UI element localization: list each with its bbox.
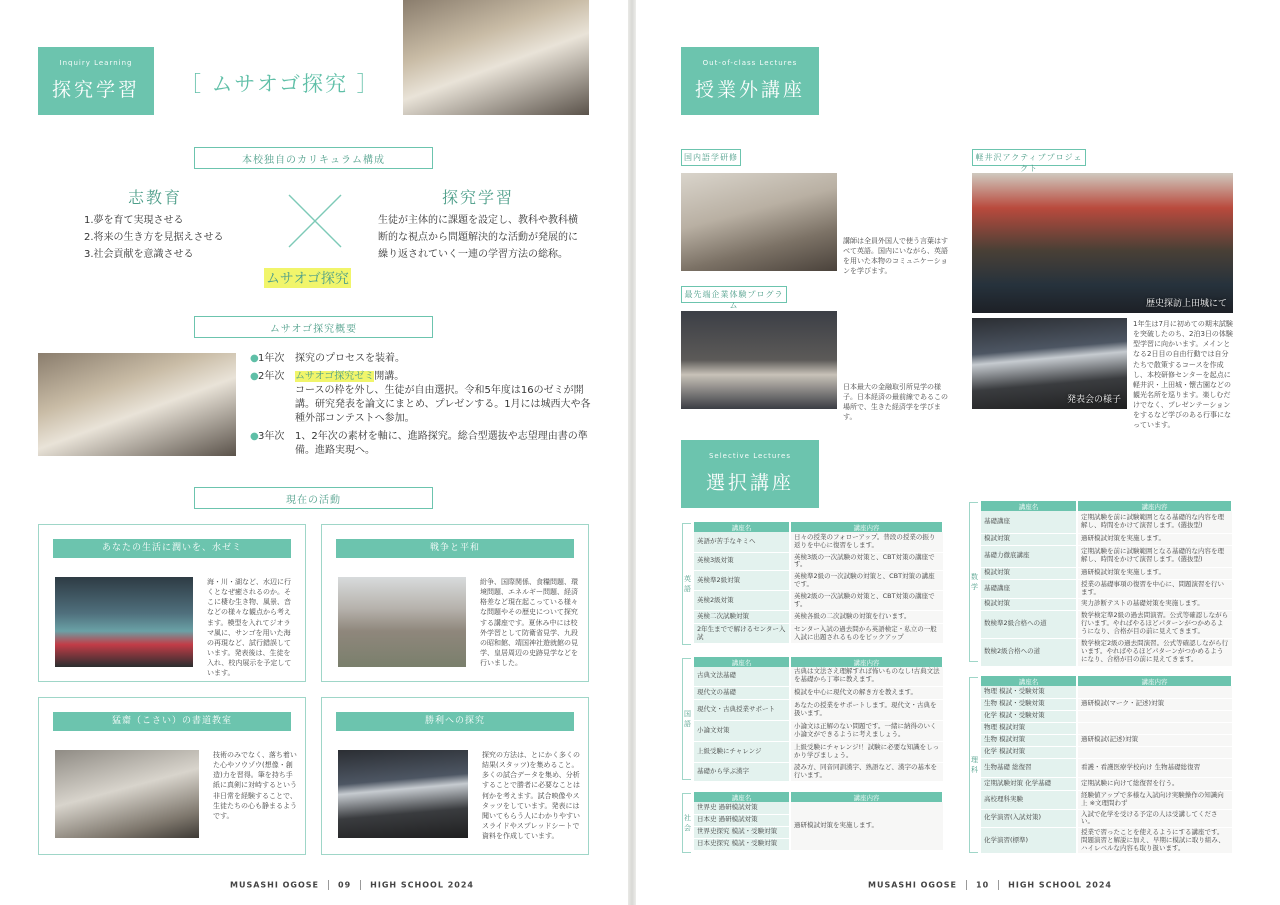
left-page (0, 0, 628, 905)
subject-math: 数学 (969, 502, 978, 662)
course-name: 現代文・古典授業サポート (694, 699, 790, 720)
card-title: 戦争と平和 (336, 539, 574, 558)
cross-symbol (287, 193, 343, 249)
english-table: 講座名 講座内容 英語が苦手なキミへ 日々の授業のフォローアップ。普段の授業の振り返りを中心に復習をします。 英検3級対策 英検3級の一次試験の対策と、CBT対策の講座です。 英検準2級対策 英検準2級の一次試験の対策と、CBT対策の講座です。 英検2級対策 英検2級の一次試験の対策と、CBT対策の講座です。 英検二次試験対策 英検各級の二次試験の対策を行います。 2年生までで解けるセンター入試 センター入試の過去問から英語検定・私立の一般入試に出題されるものをピックアップ (694, 522, 944, 644)
course-content: 英検準2級の一次試験の対策と、CBT対策の講座です。 (790, 571, 943, 591)
course-content (1077, 722, 1232, 734)
karuizawa-caption: 歴史探訪上田城にて (1145, 299, 1227, 309)
course-content: センター入試の過去問から英語検定・私立の一般入試に出題されるものをピックアップ (790, 624, 943, 644)
activity-card-water (38, 524, 306, 682)
course-content: 過研模試対策を実施します。 (1077, 567, 1232, 579)
outside-heading-en: Out-of-class Lectures (702, 59, 798, 67)
course-content: 定期試験を前に試験範囲となる基礎的な内容を理解し、時間をかけて演習します。(選抜型) (1077, 511, 1232, 533)
presentation-caption: 発表会の様子 (1066, 395, 1121, 405)
course-name: 生物 模試対策 (981, 734, 1077, 746)
course-name: 日本史 過研模試対策 (694, 814, 790, 826)
course-name: 数検準2級合格への道 (981, 610, 1077, 638)
course-name: 英検2級対策 (694, 591, 790, 611)
card-text: 技術のみでなく、落ち着いた心やソウゾウ(想像・創造)力を習得。筆を持ち手紙に真剣に対峙するという非日常を経験することで、生徒たちの心も静まるようです。 (213, 751, 297, 820)
course-content (1077, 710, 1232, 722)
course-content: 小論文は正解のない問題です。一緒に納得のいく小論文ができるように考えましょう。 (790, 720, 943, 741)
overview-year-detail: コースの枠を外し、生徒が自由選択。令和5年度は16のゼミが開講。研究発表を論文にまとめ、プレゼンする。1月には城西大や各種外部コンテストへ参加。 (295, 385, 591, 424)
course-name: 化学 模試・受験対策 (981, 710, 1077, 722)
course-content: 数学検定準2級の過去問演習。公式等確認しながら行います。やればやるほどパターンがつかめるようになり、合格が目の前に見えてきます。 (1077, 610, 1232, 638)
course-name: 基礎力徹底講座 (981, 545, 1077, 567)
course-name: 現代文の基礎 (694, 686, 790, 699)
finance-photo (681, 311, 837, 409)
course-name: 英検準2級対策 (694, 571, 790, 591)
book-spine (628, 0, 636, 905)
overview-year2: ● 2年次 ムサオゴ探究ゼミ開講。 コースの枠を外し、生徒が自由選択。令和5年度は16のゼミが開講。研究発表を論文にまとめ、プレゼンする。1月には城西大や各種外部コンテストへ参加。 (250, 370, 595, 426)
course-content: 古典は文法さえ理解すれば怖いものなし!古典文法を基礎から丁寧に教えます。 (790, 667, 943, 686)
inquiry-heading-en: Inquiry Learning (59, 59, 133, 67)
course-content: 過研模試(記述)対策 (1077, 734, 1232, 746)
overview-year-text: 探究のプロセスを装着。 (295, 353, 405, 364)
course-name: 化学演習(標準) (981, 828, 1077, 854)
math-table: 講座名 講座内容 基礎講座 定期試験を前に試験範囲となる基礎的な内容を理解し、時間をかけて演習します。(選抜型) 模試対策 過研模試対策を実施します。 基礎力徹底講座 定期試験を前に試験範囲となる基礎的な内容を理解し、時間をかけて演習します。(選抜型) 模試対策 過研模試対策を実施します。 基礎講座 授業の基礎事項の復習を中心に、問題演習を行います。 模試対策 実力診断テストの基礎対策を実施します。 数検準2級合格への道 数学検定準2級の過去問演習。公式等確認しながら行います。やればやるほどパターンがつかめるようになり、合格が目の前に見えてきます。 数検2級合格への道 数学検定2級の過去問演習。公式等確認しながら行います。やればやるほどパターンがつかめるようになり、合格が目の前に見えてきます。 (981, 501, 1233, 667)
footer-page: 10 (976, 880, 990, 890)
activity-card-victory (321, 697, 589, 855)
tankyu-title: 探究学習 (442, 188, 515, 207)
course-content: 経験値アップで多様な入試向け実験操作の知識向上 ※文理問わず (1077, 790, 1232, 809)
activity-card-calligraphy (38, 697, 306, 855)
course-content: 過研模試対策を実施します。 (1077, 533, 1232, 545)
overview-year-text: 1、2年次の素材を軸に、進路探究。総合型選抜や志望理由書の準備。進路実現へ。 (295, 431, 588, 456)
course-content: 授業で習ったことを使えるようにする講座です。問題演習と解説に加え、早期に模試に取り組み、ハイレベルな内容も取り扱います。 (1077, 828, 1232, 854)
footer-year: HIGH SCHOOL 2024 (370, 880, 474, 890)
finance-label: 最先端企業体験プログラム (681, 286, 787, 303)
campus-group-photo (338, 577, 466, 667)
course-content: 英検3級の一次試験の対策と、CBT対策の講座です。 (790, 552, 943, 571)
course-content: 過研模試(マーク・記述)対策 (1077, 698, 1232, 710)
tankyu-text: 生徒が主体的に課題を設定し、教科や教科横断的な視点から問題解決的な活動が発展的に繰り返されていく一連の学習方法の総称。 (378, 215, 578, 260)
course-content: 数学検定2級の過去問演習。公式等確認しながら行います。やればやるほどパターンがつかめるようになり、合格が目の前に見えてきます。 (1077, 638, 1232, 666)
course-name: 英語が苦手なキミへ (694, 532, 790, 552)
course-name: 化学演習(入試対策) (981, 809, 1077, 828)
overview-list (250, 352, 595, 458)
course-content: 上級受験にチャレンジ!！試験に必要な知識をしっかり学びましょう。 (790, 741, 943, 762)
footer-page: 09 (338, 880, 352, 890)
kokoro-item: 3.社会貢献を意識させる (84, 249, 194, 260)
overview-year-label: 3年次 (258, 431, 285, 442)
card-title: あなたの生活に潤いを、水ゼミ (53, 539, 291, 558)
karuizawa-presentation-photo (972, 318, 1127, 409)
card-text: 紛争、国際関係、食糧問題、環境問題、エネルギー問題、経済格差など現在起こっている様々な問題やその歴史について探究する講座です。夏休み中には校外学習として防衛省見学、九段の昭和館、靖国神社遊就館の見学、皇居周辺の史跡見学などを行いました。 (480, 578, 578, 668)
inquiry-heading-box (38, 47, 154, 115)
laptop-student-photo (403, 0, 589, 115)
inquiry-heading-jp: 探究学習 (51, 79, 140, 101)
card-title: 猛齋（こさい）の書道教室 (53, 712, 291, 731)
footer-year: HIGH SCHOOL 2024 (1008, 880, 1112, 890)
curriculum-label: 本校独自のカリキュラム構成 (194, 147, 433, 169)
social-table: 講座名 講座内容 世界史 過研模試対策 過研模試対策を実施します。 日本史 過研模試対策 世界史探究 模試・受験対策 日本史探究 模試・受験対策 (694, 792, 944, 851)
course-name: 小論文対策 (694, 720, 790, 741)
right-page (636, 0, 1280, 905)
selective-heading-jp: 選択講座 (705, 472, 794, 494)
left-footer (230, 880, 474, 890)
overview-year3: ● 3年次 1、2年次の素材を軸に、進路探究。総合型選抜や志望理由書の準備。進路実現へ。 (250, 431, 588, 456)
card-text: 海・川・湖など、水辺に行くとなぜ癒されるのか。そこに棲む生き物、風景、音などの様々な観点から考えます。模型を入れてジオラマ風に、サンゴを用いた海の再現など、試行錯誤しています。発表後は、生徒を入れ、校内展示を予定しています。 (207, 578, 292, 678)
selective-heading-en: Selective Lectures (708, 452, 791, 460)
karuizawa-photo (972, 173, 1233, 313)
overview-year-label: 1年次 (258, 353, 285, 364)
course-name: 古典文法基礎 (694, 667, 790, 686)
course-name: 英検3級対策 (694, 552, 790, 571)
overview-label: ムサオゴ探究概要 (194, 316, 433, 338)
activity-card-war-peace (321, 524, 589, 682)
course-content: 定期試験に向けて総復習を行う。 (1077, 777, 1232, 790)
intl-label: 国内語学研修 (681, 149, 741, 166)
kokoro-list (84, 212, 224, 263)
course-content: 過研模試対策を実施します。 (790, 802, 943, 850)
course-content: あなたの授業をサポートします。現代文・古典を扱います。 (790, 699, 943, 720)
course-name: 定期試験対策 化学基礎 (981, 777, 1077, 790)
kokoro-item: 1.夢を育て実現させる (84, 215, 184, 226)
outside-heading-box (681, 47, 819, 115)
course-content: 授業の基礎事項の復習を中心に、問題演習を行います。 (1077, 579, 1232, 598)
outside-heading-jp: 授業外講座 (694, 79, 805, 101)
calligraphy-photo (55, 750, 199, 838)
subject-japanese: 国語 (682, 658, 691, 780)
course-name: 模試対策 (981, 533, 1077, 545)
course-content: 日々の授業のフォローアップ。普段の授業の振り返りを中心に復習をします。 (790, 532, 943, 552)
course-name: 世界史探究 模試・受験対策 (694, 826, 790, 838)
selective-heading-box (681, 440, 819, 508)
finance-text: 日本最大の金融取引所見学の様子。日本経済の最前線であるこの場所で、生きた経済学を学びます。 (843, 383, 948, 422)
course-content: 読み方、同音同訓漢字、熟語など、漢字の基本を行います。 (790, 762, 943, 781)
course-content: 模試を中心に現代文の解き方を教えます。 (790, 686, 943, 699)
kokoro-title: 志教育 (128, 188, 183, 207)
course-name: 基礎講座 (981, 579, 1077, 598)
center-musaogo-label: ムサオゴ探究 (264, 268, 351, 288)
karuizawa-label: 軽井沢アクティブプロジェクト (972, 149, 1086, 166)
intl-text: 講師は全員外国人で使う言葉はすべて英語。国内にいながら、英語を用いた本物のコミュニケーションを学びます。 (843, 237, 948, 276)
footer-school: MUSASHI OGOSE (868, 880, 958, 890)
course-name: 数検2級合格への道 (981, 638, 1077, 666)
current-activity-label: 現在の活動 (194, 487, 433, 509)
intl-photo (681, 173, 837, 271)
course-name: 生物 模試・受験対策 (981, 698, 1077, 710)
course-name: 物理 模試対策 (981, 722, 1077, 734)
course-content: 定期試験を前に試験範囲となる基礎的な内容を理解し、時間をかけて演習します。(選抜型) (1077, 545, 1232, 567)
karuizawa-text: 1年生は7月に初めての期末試験を突破したのち、2泊3日の体験型学習に向かいます。メインとなる2日目の自由行動では自分たちで散策するコースを作成し、本校研修センターを起点に軽井沢・上田城・懐古園などの観光名所を巡ります。楽しむだけでなく、プレゼンテーションをするなど学びのある行事になっています。 (1133, 320, 1233, 430)
classroom-photo (38, 353, 236, 456)
subject-social: 社会 (682, 793, 691, 853)
course-name: 化学 模試対策 (981, 746, 1077, 758)
course-name: 生物基礎 総復習 (981, 758, 1077, 777)
course-name: 上級受験にチャレンジ (694, 741, 790, 762)
course-content (1077, 686, 1232, 698)
course-content: 英検2級の一次試験の対策と、CBT対策の講座です。 (790, 591, 943, 611)
course-content: 看護・看護医療学校向け 生物基礎総復習 (1077, 758, 1232, 777)
footer-school: MUSASHI OGOSE (230, 880, 320, 890)
card-text: 探究の方法は、とにかく多くの結果(スタッツ)を集めること。多くの試合データを集め、分析することで勝者に必要なことは何かを考えます。試合映像やスタッツをしています。発表には聞いてもらう人にわかりやすいスライドやスプレッドシートで資料を作成しています。 (482, 751, 580, 841)
subject-science: 理科 (969, 677, 978, 853)
zemi-highlight: ムサオゴ探究ゼミ (295, 371, 375, 382)
course-content: 実力診断テストの基礎対策を実施します。 (1077, 598, 1232, 610)
course-name: 世界史 過研模試対策 (694, 802, 790, 814)
japanese-table: 講座名 講座内容 古典文法基礎 古典は文法さえ理解すれば怖いものなし!古典文法を基礎から丁寧に教えます。 現代文の基礎 模試を中心に現代文の解き方を教えます。 現代文・古典授業サポート あなたの授業をサポートします。現代文・古典を扱います。 小論文対策 小論文は正解のない問題です。一緒に納得のいく小論文ができるように考えましょう。 上級受験にチャレンジ 上級受験にチャレンジ!！試験に必要な知識をしっかり学びましょう。 基礎から学ぶ漢字 読み方、同音同訓漢字、熟語など、漢字の基本を行います。 (694, 657, 944, 782)
course-name: 基礎講座 (981, 511, 1077, 533)
course-name: 模試対策 (981, 598, 1077, 610)
course-name: 英検二次試験対策 (694, 611, 790, 624)
course-name: 高校理科実験 (981, 790, 1077, 809)
subject-english: 英語 (682, 523, 691, 645)
overview-year1: ● 1年次 探究のプロセスを装着。 (250, 353, 405, 364)
overview-year-label: 2年次 (258, 371, 285, 382)
right-footer (868, 880, 1112, 890)
musaogo-title: ［ ムサオゴ探究 ］ (180, 72, 380, 96)
course-name: 物理 模試・受験対策 (981, 686, 1077, 698)
overview-year-text: 開講。 (374, 371, 405, 382)
aquarium-photo (55, 577, 193, 667)
card-title: 勝利への探究 (336, 712, 574, 731)
presentation-photo (338, 750, 468, 838)
course-name: 基礎から学ぶ漢字 (694, 762, 790, 781)
course-name: 模試対策 (981, 567, 1077, 579)
kokoro-item: 2.将来の生き方を見据えさせる (84, 232, 224, 243)
course-name: 日本史探究 模試・受験対策 (694, 838, 790, 850)
science-table: 講座名 講座内容 物理 模試・受験対策 生物 模試・受験対策 過研模試(マーク・記述)対策 化学 模試・受験対策 物理 模試対策 生物 模試対策 過研模試(記述)対策 化学 模試対策 生物基礎 総復習 看護・看護医療学校向け 生物基礎総復習 定期試験対策 化学基礎 定期試験に向けて総復習を行う。 高校理科実験 経験値アップで多様な入試向け実験操作の知識向上 ※文理問わず 化学演習(入試対策) 入試で化学を受ける予定の人は受講してください。 化学演習(標準) 授業で習ったことを使えるようにする講座です。問題演習と解説に加え、早期に模試に取り組み、ハイレベルな内容も取り扱います。 (981, 676, 1233, 854)
course-content: 英検各級の二次試験の対策を行います。 (790, 611, 943, 624)
course-content: 入試で化学を受ける予定の人は受講してください。 (1077, 809, 1232, 828)
course-name: 2年生までで解けるセンター入試 (694, 624, 790, 644)
course-content (1077, 746, 1232, 758)
